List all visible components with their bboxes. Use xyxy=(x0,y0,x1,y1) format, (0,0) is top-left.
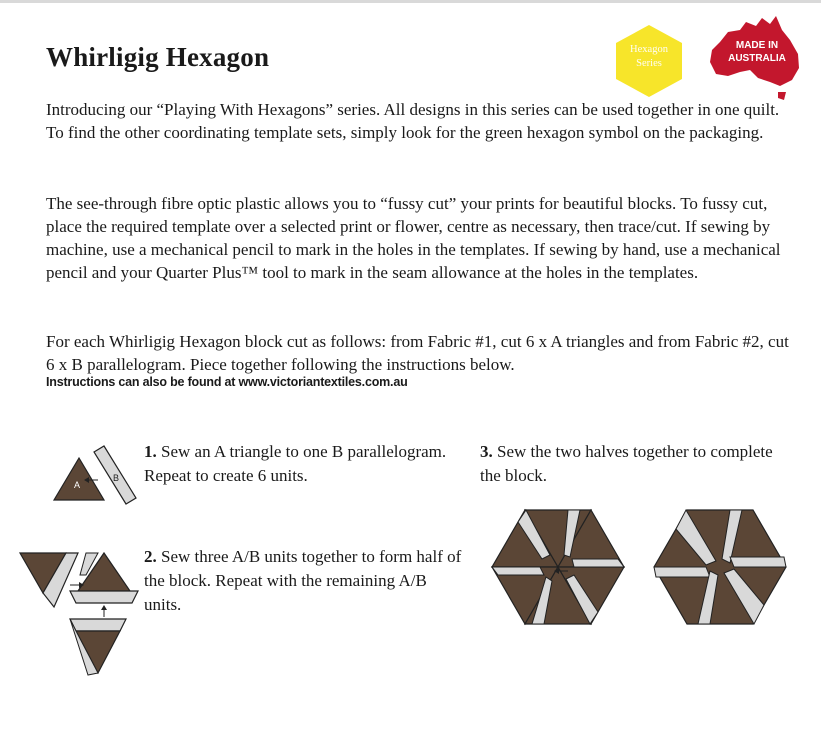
hexagon-series-badge xyxy=(614,24,684,98)
hexagon-badge-line1: Hexagon xyxy=(630,44,668,55)
step-1-diagram xyxy=(50,440,140,505)
step-3-number: 3. xyxy=(480,442,493,461)
triangle-label: A xyxy=(74,480,81,490)
cutting-paragraph: For each Whirligig Hexagon block cut as follows: from Fabric #1, cut 6 x A triangles and from Fabric #2, cut 6 x B parallelogram. Piece together following the instructions below. xyxy=(46,332,789,374)
step-3 xyxy=(480,440,780,488)
top-border xyxy=(0,0,821,3)
hexagon-badge-line2: Series xyxy=(636,58,662,69)
step-1 xyxy=(144,440,464,488)
unit-top-parallelogram xyxy=(70,591,138,603)
page-title: Whirligig Hexagon xyxy=(46,42,270,72)
australia-badge-text xyxy=(714,40,800,65)
step-2-diagram xyxy=(18,545,146,680)
australia-badge-line2: AUSTRALIA xyxy=(728,52,786,64)
unit-bottom-parallelogram xyxy=(70,619,126,631)
hexagon-complete xyxy=(654,510,786,624)
step-1-text: Sew an A triangle to one B parallelogram. Repeat to create 6 units. xyxy=(144,442,447,485)
step-1-number: 1. xyxy=(144,442,157,461)
australia-badge-line1: MADE IN xyxy=(735,40,779,51)
step-2-text: Sew three A/B units together to form half of the block. Repeat with the remaining A/B units. xyxy=(144,547,462,614)
hexagon-badge-text xyxy=(614,43,684,71)
step-2-number: 2. xyxy=(144,547,157,566)
parallelogram-label: B xyxy=(113,473,120,483)
intro-paragraph: Introducing our “Playing With Hexagons” series. All designs in this series can be used together in one quilt. To find the other coordinating template sets, simply look for the green hexagon symbol on the packaging. xyxy=(46,100,780,142)
step-3-diagram xyxy=(488,505,798,630)
step-3-text: Sew the two halves together to complete the block. xyxy=(480,442,773,485)
website-note: Instructions can also be found at www.victoriantextiles.com.au xyxy=(46,375,408,389)
fussy-cut-paragraph: The see-through fibre optic plastic allows you to “fussy cut” your prints for beautiful blocks. To fussy cut, place the required template over a selected print or flower, centre as necessary, then trace/cut. If sewing by machine, use a mechanical pencil to mark in the holes in the templates. If sewing by hand, use a mechanical pencil and your Quarter Plus™ tool to mark in the seam allowance at the holes in the templates. xyxy=(46,194,781,282)
step-2 xyxy=(144,545,464,617)
triangle-a xyxy=(54,458,104,500)
made-in-australia-badge xyxy=(706,12,802,104)
hexagon-halves xyxy=(492,510,624,624)
